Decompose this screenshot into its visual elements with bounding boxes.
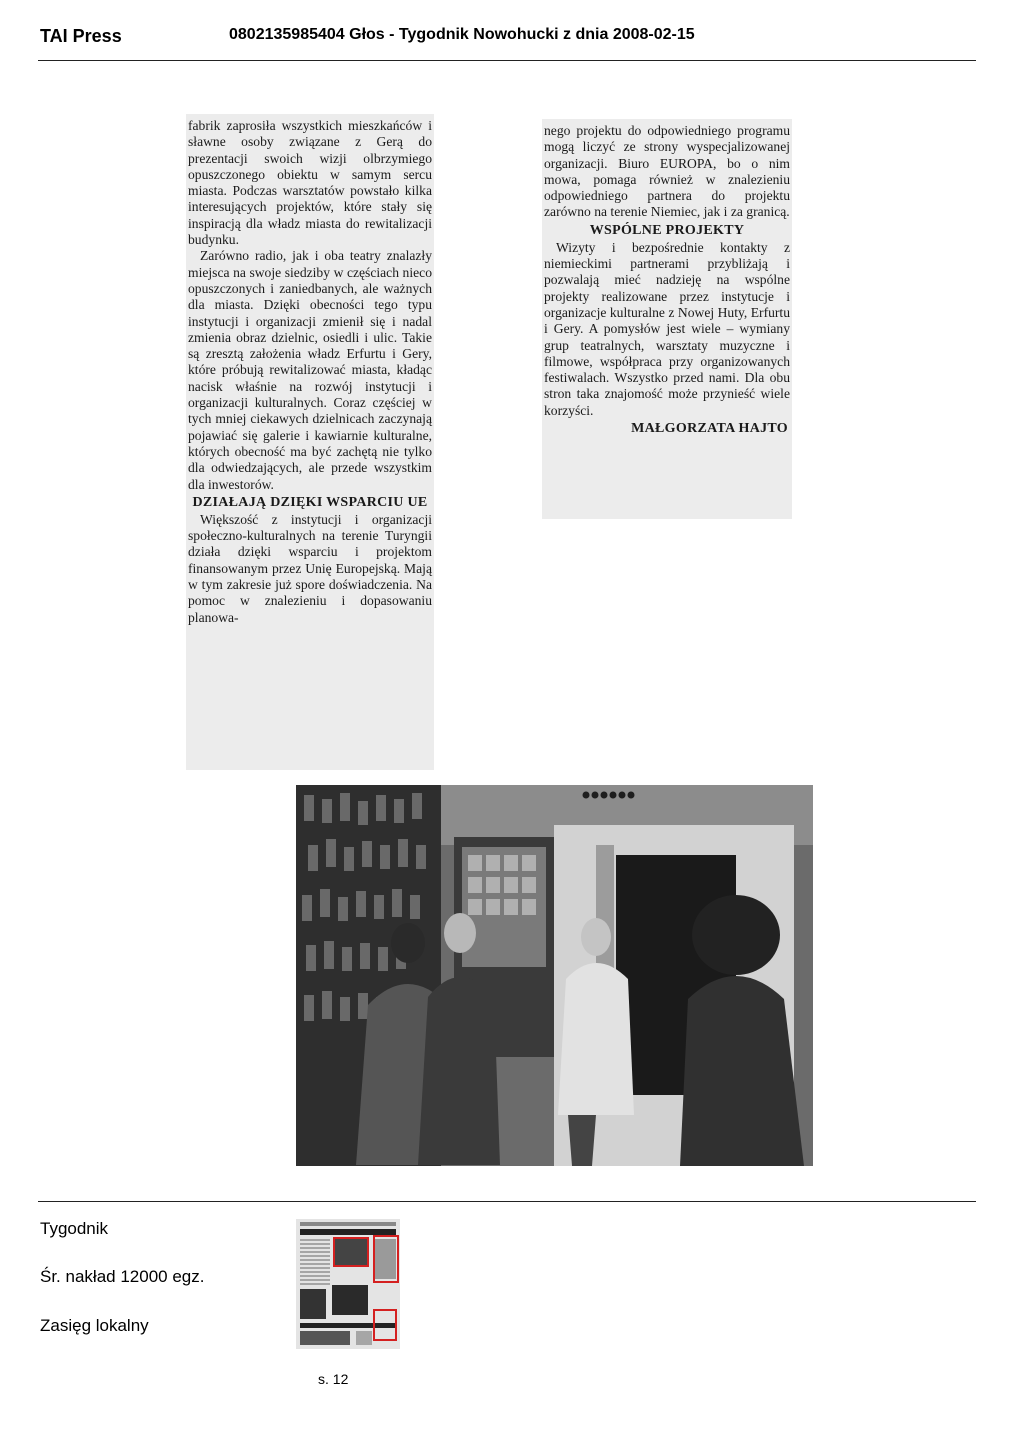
paragraph: Większość z instytucji i organizacji społeczno-kulturalnych na terenie Turyngii działa dzięki wsparciu i projektom finansowanym przez Unię Europejską. Mają w tym zakresie już spore doświadczenia. Na pomoc w znalezieniu i dopasowaniu planowa- <box>188 511 432 625</box>
source-name: TAI Press <box>40 26 122 46</box>
paragraph: nego projektu do odpowiedniego programu mogą liczyć ze strony wyspecjalizowanej organizacji. Biuro EUROPA, bo o nim mowa, pomaga również w znalezieniu odpowiedniego partnera do projektu zarówno na terenie Niemiec, jak i za granicą. <box>544 123 790 220</box>
paragraph: Zarówno radio, jak i oba teatry znalazły miejsca na swoje siedziby w częściach nieco opuszczonych i zaniedbanych, ale ważnych dla miasta. Dzięki obecności tego typu instytucji i organizacji zmienił się i nadal zmienia obraz dzielnic, osiedli i ulic. Takie są zresztą założenia władz Erfurtu i Gery, które próbują rewitalizować miasta, kładąc nacisk właśnie na rozwój instytucji i organizacji kulturalnych. Coraz częściej w tych mniej ciekawych dzielnicach zaczynają pojawiać się galerie i kawiarnie kulturalne, których obecność ma być zachętą nie tylko dla odwiedzających, ale przede wszystkim dla inwestorów. <box>188 248 432 492</box>
article-column-right <box>542 119 792 519</box>
section-heading: DZIAŁAJĄ DZIĘKI WSPARCIU UE <box>192 494 428 510</box>
section-heading: WSPÓLNE PROJEKTY <box>589 222 745 238</box>
reach: Zasięg lokalny <box>40 1316 149 1335</box>
footer-divider <box>38 1201 976 1202</box>
page-thumbnail-image <box>296 1219 400 1349</box>
document-title: 0802135985404 Głos - Tygodnik Nowohucki z dnia 2008-02-15 <box>229 26 695 43</box>
paragraph: fabrik zaprosiła wszystkich mieszkańców i sławne osoby związane z Gerą do prezentacji swoich wizji olbrzymiego opuszczonego obiektu w samym sercu miasta. Podczas warsztatów powstało kilka interesujących projektów, które stały się inspiracją dla władz miasta do rewitalizacji budynku. <box>188 118 432 248</box>
publication-type: Tygodnik <box>40 1219 109 1238</box>
circulation: Śr. nakład 12000 egz. <box>40 1267 205 1286</box>
article-photo <box>296 785 813 1166</box>
header-divider <box>38 60 976 61</box>
page-number: s. 12 <box>318 1371 349 1387</box>
paragraph: Wizyty i bezpośrednie kontakty z niemieckimi partnerami przybliżają i pozwalają mieć nadzieję na wspólne projekty realizowane przez instytucje i organizacje kulturalne z Nowej Huty, Erfurtu i Gery. A pomysłów jest wiele – wymiany grup teatralnych, warsztaty muzyczne i filmowe, współpraca przy organizowanych festiwalach. Wszystko przed nami. Dla obu stron taka znajomość może przynieść wiele korzyści. <box>544 239 790 418</box>
page-thumbnail <box>296 1219 400 1349</box>
article-column-left <box>186 114 434 770</box>
photo-illustration <box>296 785 813 1166</box>
author-byline: MAŁGORZATA HAJTO <box>631 421 788 437</box>
